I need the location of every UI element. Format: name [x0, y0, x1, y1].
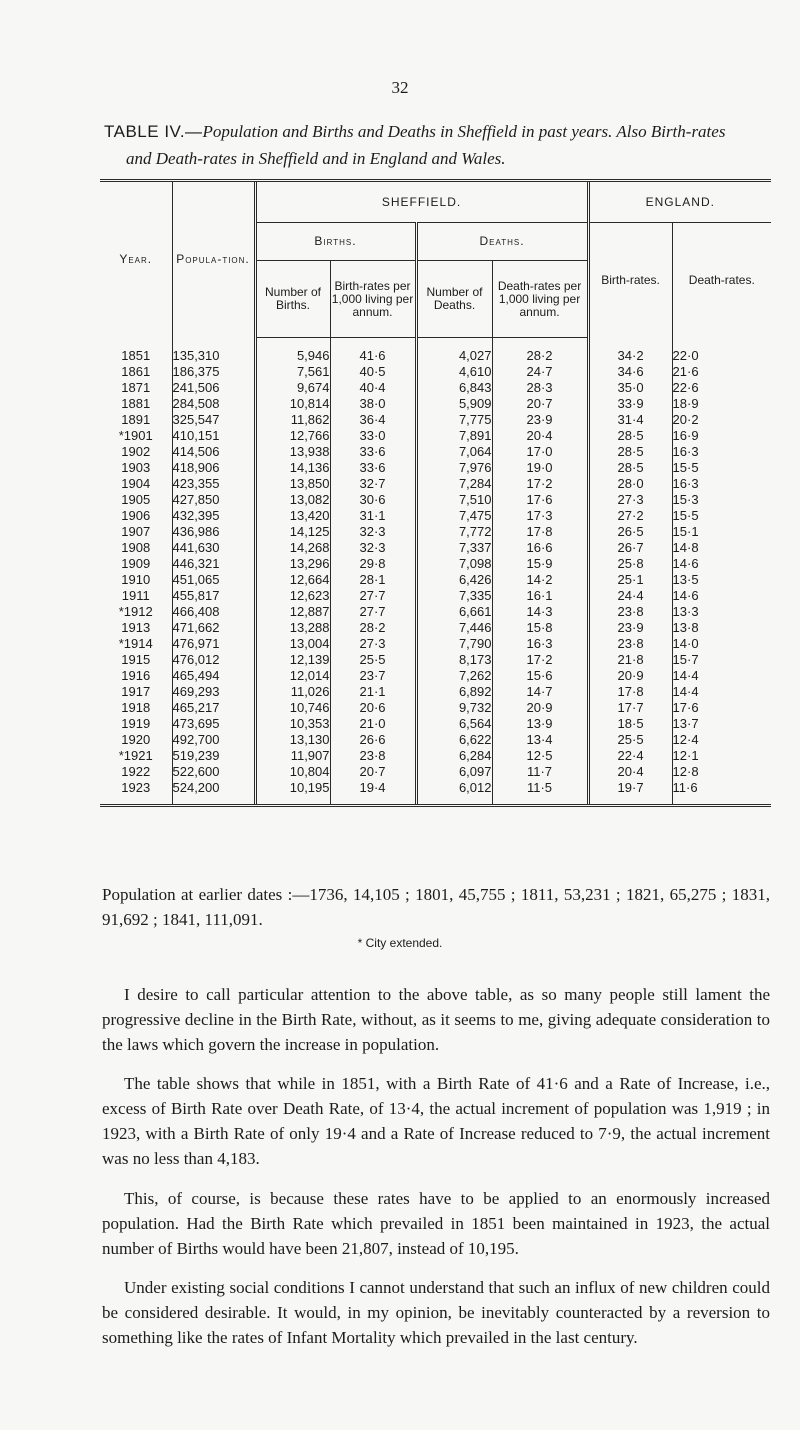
cell-death-rate: 16·6	[492, 540, 588, 556]
cell-england-death-rate: 15·1	[672, 524, 771, 540]
cell-deaths: 7,775	[416, 412, 492, 428]
header-england-death-rates: Death-rates.	[672, 223, 771, 338]
cell-england-birth-rate: 27·2	[588, 508, 672, 524]
cell-population: 436,986	[172, 524, 255, 540]
cell-population: 466,408	[172, 604, 255, 620]
table-body	[100, 338, 771, 806]
cell-birth-rate: 21·1	[330, 684, 416, 700]
table-row	[100, 556, 771, 572]
cell-death-rate: 16·1	[492, 588, 588, 604]
cell-england-birth-rate: 17·8	[588, 684, 672, 700]
cell-death-rate: 17·0	[492, 444, 588, 460]
cell-population: 492,700	[172, 732, 255, 748]
cell-deaths: 6,661	[416, 604, 492, 620]
header-number-of-births: Number of Births.	[255, 261, 330, 338]
cell-birth-rate: 40·5	[330, 364, 416, 380]
cell-birth-rate: 20·7	[330, 764, 416, 780]
cell-england-birth-rate: 25·5	[588, 732, 672, 748]
cell-deaths: 6,097	[416, 764, 492, 780]
paragraph-4: Under existing social conditions I cannot understand that such an influx of new children could be considered desirable. It would, in my opinion, be inevitably counteracted by a reversion to something like the rates of Infant Mortality which prevailed in the last century.	[102, 1278, 770, 1347]
cell-england-death-rate: 14·8	[672, 540, 771, 556]
cell-death-rate: 11·7	[492, 764, 588, 780]
cell-year: 1907	[121, 524, 151, 539]
cell-deaths: 7,337	[416, 540, 492, 556]
cell-deaths: 5,909	[416, 396, 492, 412]
cell-deaths: 4,027	[416, 338, 492, 365]
cell-deaths: 9,732	[416, 700, 492, 716]
table-row	[100, 716, 771, 732]
cell-deaths: 6,892	[416, 684, 492, 700]
cell-births: 14,268	[255, 540, 330, 556]
cell-england-birth-rate: 25·1	[588, 572, 672, 588]
cell-england-death-rate: 18·9	[672, 396, 771, 412]
page-number: 32	[391, 78, 409, 97]
table-row	[100, 492, 771, 508]
table-row	[100, 636, 771, 652]
cell-birth-rate: 36·4	[330, 412, 416, 428]
cell-death-rate: 17·6	[492, 492, 588, 508]
cell-population: 446,321	[172, 556, 255, 572]
cell-england-birth-rate: 17·7	[588, 700, 672, 716]
cell-england-death-rate: 14·4	[672, 668, 771, 684]
cell-population: 427,850	[172, 492, 255, 508]
cell-year: 1923	[100, 780, 172, 806]
table-row	[100, 572, 771, 588]
table-row	[100, 338, 771, 365]
cell-year: 1906	[121, 508, 151, 523]
cell-year: 1871	[121, 380, 151, 395]
cell-england-death-rate: 14·6	[672, 556, 771, 572]
cell-births: 10,814	[255, 396, 330, 412]
cell-england-birth-rate: 25·8	[588, 556, 672, 572]
cell-death-rate: 17·2	[492, 652, 588, 668]
cell-england-death-rate: 14·0	[672, 636, 771, 652]
header-sheffield: SHEFFIELD.	[255, 181, 588, 223]
cell-births: 13,288	[255, 620, 330, 636]
cell-birth-rate: 23·7	[330, 668, 416, 684]
cell-birth-rate: 19·4	[330, 780, 416, 806]
cell-births: 10,353	[255, 716, 330, 732]
cell-population: 186,375	[172, 364, 255, 380]
cell-england-birth-rate: 23·8	[588, 604, 672, 620]
cell-england-birth-rate: 18·5	[588, 716, 672, 732]
cell-birth-rate: 38·0	[330, 396, 416, 412]
cell-year: 1922	[121, 764, 151, 779]
cell-england-death-rate: 16·3	[672, 444, 771, 460]
cell-deaths: 7,284	[416, 476, 492, 492]
table-row	[100, 748, 771, 764]
cell-births: 14,125	[255, 524, 330, 540]
cell-england-death-rate: 13·3	[672, 604, 771, 620]
cell-death-rate: 28·3	[492, 380, 588, 396]
cell-births: 13,850	[255, 476, 330, 492]
cell-deaths: 6,012	[416, 780, 492, 806]
cell-england-death-rate: 20·2	[672, 412, 771, 428]
cell-birth-rate: 28·1	[330, 572, 416, 588]
cell-england-birth-rate: 33·9	[588, 396, 672, 412]
cell-death-rate: 20·9	[492, 700, 588, 716]
cell-england-birth-rate: 20·9	[588, 668, 672, 684]
cell-death-rate: 14·7	[492, 684, 588, 700]
cell-year: 1911	[121, 588, 150, 603]
cell-england-death-rate: 22·6	[672, 380, 771, 396]
cell-births: 12,664	[255, 572, 330, 588]
table-title	[104, 118, 769, 172]
cell-england-birth-rate: 23·9	[588, 620, 672, 636]
cell-year: *1921	[118, 748, 153, 763]
cell-year: 1917	[121, 684, 151, 699]
cell-deaths: 7,446	[416, 620, 492, 636]
cell-birth-rate: 41·6	[330, 338, 416, 365]
cell-deaths: 7,510	[416, 492, 492, 508]
footnote: * City extended.	[357, 936, 443, 950]
cell-birth-rate: 29·8	[330, 556, 416, 572]
cell-death-rate: 15·9	[492, 556, 588, 572]
cell-birth-rate: 40·4	[330, 380, 416, 396]
cell-england-death-rate: 12·8	[672, 764, 771, 780]
cell-births: 5,946	[255, 338, 330, 365]
cell-england-death-rate: 13·5	[672, 572, 771, 588]
cell-deaths: 7,262	[416, 668, 492, 684]
cell-death-rate: 17·3	[492, 508, 588, 524]
cell-births: 13,004	[255, 636, 330, 652]
table-row	[100, 476, 771, 492]
cell-england-death-rate: 16·3	[672, 476, 771, 492]
paragraph-3: This, of course, is because these rates have to be applied to an enormously increased population. Had the Birth Rate which prevailed in 1851 been maintained in 1923, the actual number of Births would have been 21,807, instead of 10,195.	[102, 1189, 770, 1258]
cell-death-rate: 16·3	[492, 636, 588, 652]
cell-england-birth-rate: 26·7	[588, 540, 672, 556]
cell-year: 1861	[121, 364, 151, 379]
population-table	[100, 179, 771, 807]
cell-year: 1851	[121, 347, 151, 363]
cell-births: 12,887	[255, 604, 330, 620]
cell-england-birth-rate: 20·4	[588, 764, 672, 780]
cell-england-birth-rate: 23·8	[588, 636, 672, 652]
cell-births: 11,862	[255, 412, 330, 428]
cell-population: 469,293	[172, 684, 255, 700]
cell-deaths: 7,976	[416, 460, 492, 476]
cell-england-death-rate: 13·8	[672, 620, 771, 636]
cell-births: 11,907	[255, 748, 330, 764]
cell-deaths: 7,790	[416, 636, 492, 652]
cell-england-birth-rate: 21·8	[588, 652, 672, 668]
cell-year: *1912	[118, 604, 153, 619]
table-label: TABLE IV.—	[104, 122, 203, 141]
cell-year: 1909	[121, 556, 151, 571]
cell-england-death-rate: 15·7	[672, 652, 771, 668]
cell-year: 1919	[121, 716, 151, 731]
cell-population: 418,906	[172, 460, 255, 476]
cell-death-rate: 17·2	[492, 476, 588, 492]
table-row	[100, 364, 771, 380]
cell-england-death-rate: 17·6	[672, 700, 771, 716]
cell-death-rate: 14·3	[492, 604, 588, 620]
cell-england-birth-rate: 31·4	[588, 412, 672, 428]
table-row	[100, 380, 771, 396]
cell-births: 13,082	[255, 492, 330, 508]
cell-population: 414,506	[172, 444, 255, 460]
cell-deaths: 6,622	[416, 732, 492, 748]
table-row	[100, 764, 771, 780]
cell-year: 1920	[121, 732, 151, 747]
cell-population: 524,200	[172, 780, 255, 806]
table-row	[100, 412, 771, 428]
cell-births: 10,746	[255, 700, 330, 716]
cell-birth-rate: 30·6	[330, 492, 416, 508]
cell-death-rate: 12·5	[492, 748, 588, 764]
cell-england-death-rate: 12·1	[672, 748, 771, 764]
cell-births: 12,623	[255, 588, 330, 604]
cell-births: 14,136	[255, 460, 330, 476]
cell-england-death-rate: 15·5	[672, 460, 771, 476]
cell-births: 12,139	[255, 652, 330, 668]
cell-deaths: 8,173	[416, 652, 492, 668]
cell-birth-rate: 33·6	[330, 444, 416, 460]
cell-death-rate: 20·7	[492, 396, 588, 412]
cell-death-rate: 17·8	[492, 524, 588, 540]
cell-england-birth-rate: 19·7	[588, 780, 672, 806]
cell-death-rate: 15·8	[492, 620, 588, 636]
cell-deaths: 7,098	[416, 556, 492, 572]
cell-population: 473,695	[172, 716, 255, 732]
table-row	[100, 524, 771, 540]
cell-england-death-rate: 13·7	[672, 716, 771, 732]
cell-population: 432,395	[172, 508, 255, 524]
cell-population: 519,239	[172, 748, 255, 764]
cell-year: *1901	[118, 428, 153, 443]
cell-population: 325,547	[172, 412, 255, 428]
cell-births: 13,420	[255, 508, 330, 524]
cell-births: 12,766	[255, 428, 330, 444]
cell-year: 1905	[121, 492, 151, 507]
cell-england-death-rate: 15·5	[672, 508, 771, 524]
paragraph-1: I desire to call particular attention to the above table, as so many people still lament the progressive decline in the Birth Rate, without, as it seems to me, giving adequate consideration to the laws which govern the increase in population.	[102, 985, 770, 1054]
cell-birth-rate: 21·0	[330, 716, 416, 732]
cell-births: 11,026	[255, 684, 330, 700]
table-row	[100, 540, 771, 556]
cell-england-death-rate: 14·6	[672, 588, 771, 604]
cell-deaths: 6,564	[416, 716, 492, 732]
cell-birth-rate: 32·3	[330, 540, 416, 556]
cell-england-death-rate: 21·6	[672, 364, 771, 380]
header-england-birth-rates: Birth-rates.	[588, 223, 672, 338]
paragraph-2: The table shows that while in 1851, with a Birth Rate of 41·6 and a Rate of Increase, i.e., excess of Birth Rate over Death Rate, of 13·4, the actual increment of population was 1,919 ; in 1923, with a Birth Rate of only 19·4 and a Rate of Increase reduced to 7·9, the actual increment was no less than 4,183.	[102, 1074, 770, 1168]
cell-population: 451,065	[172, 572, 255, 588]
cell-population: 284,508	[172, 396, 255, 412]
cell-birth-rate: 25·5	[330, 652, 416, 668]
cell-population: 465,217	[172, 700, 255, 716]
table-row	[100, 668, 771, 684]
cell-deaths: 7,891	[416, 428, 492, 444]
cell-birth-rate: 26·6	[330, 732, 416, 748]
cell-year: 1891	[121, 412, 151, 427]
cell-births: 10,804	[255, 764, 330, 780]
cell-population: 455,817	[172, 588, 255, 604]
header-death-rates: Death-rates per 1,000 living per annum.	[492, 261, 588, 338]
cell-birth-rate: 27·7	[330, 604, 416, 620]
cell-death-rate: 15·6	[492, 668, 588, 684]
cell-year: 1904	[121, 476, 151, 491]
header-birth-rates: Birth-rates per 1,000 living per annum.	[330, 261, 416, 338]
cell-birth-rate: 27·7	[330, 588, 416, 604]
cell-births: 13,296	[255, 556, 330, 572]
cell-deaths: 4,610	[416, 364, 492, 380]
cell-england-birth-rate: 26·5	[588, 524, 672, 540]
cell-england-birth-rate: 34·2	[588, 338, 672, 365]
cell-death-rate: 13·4	[492, 732, 588, 748]
cell-england-death-rate: 16·9	[672, 428, 771, 444]
cell-death-rate: 24·7	[492, 364, 588, 380]
cell-population: 410,151	[172, 428, 255, 444]
cell-year: 1913	[121, 620, 151, 635]
cell-year: 1916	[121, 668, 151, 683]
cell-population: 241,506	[172, 380, 255, 396]
cell-deaths: 6,284	[416, 748, 492, 764]
title-line-1: Population and Births and Deaths in Sheffield in past years. Also Birth-rates	[202, 122, 726, 141]
cell-england-death-rate: 22·0	[672, 338, 771, 365]
cell-population: 441,630	[172, 540, 255, 556]
cell-population: 135,310	[172, 338, 255, 365]
cell-deaths: 7,475	[416, 508, 492, 524]
cell-england-birth-rate: 34·6	[588, 364, 672, 380]
table-row	[100, 620, 771, 636]
header-deaths: Deaths.	[416, 223, 588, 261]
cell-births: 13,938	[255, 444, 330, 460]
cell-births: 7,561	[255, 364, 330, 380]
header-year: Year.	[100, 181, 172, 338]
table-row	[100, 652, 771, 668]
cell-england-death-rate: 12·4	[672, 732, 771, 748]
cell-death-rate: 14·2	[492, 572, 588, 588]
cell-death-rate: 28·2	[492, 338, 588, 365]
table-row	[100, 588, 771, 604]
table-row	[100, 732, 771, 748]
table-row	[100, 428, 771, 444]
cell-england-birth-rate: 28·5	[588, 460, 672, 476]
cell-year: 1902	[121, 444, 151, 459]
earlier-population-note: Population at earlier dates :—1736, 14,105 ; 1801, 45,755 ; 1811, 53,231 ; 1821, 65,275 ; 1831, 91,692 ; 1841, 111,091.	[102, 885, 770, 929]
cell-deaths: 7,335	[416, 588, 492, 604]
cell-population: 522,600	[172, 764, 255, 780]
cell-population: 465,494	[172, 668, 255, 684]
cell-population: 476,971	[172, 636, 255, 652]
header-number-of-deaths: Number of Deaths.	[416, 261, 492, 338]
cell-year: *1914	[118, 636, 153, 651]
cell-year: 1881	[121, 396, 151, 411]
cell-deaths: 6,426	[416, 572, 492, 588]
cell-death-rate: 11·5	[492, 780, 588, 806]
cell-birth-rate: 23·8	[330, 748, 416, 764]
cell-population: 423,355	[172, 476, 255, 492]
table-row	[100, 508, 771, 524]
cell-birth-rate: 28·2	[330, 620, 416, 636]
cell-deaths: 7,064	[416, 444, 492, 460]
cell-population: 476,012	[172, 652, 255, 668]
cell-england-birth-rate: 27·3	[588, 492, 672, 508]
cell-year: 1915	[121, 652, 151, 667]
header-births: Births.	[255, 223, 416, 261]
cell-birth-rate: 31·1	[330, 508, 416, 524]
cell-birth-rate: 27·3	[330, 636, 416, 652]
header-england: ENGLAND.	[588, 181, 771, 223]
table-row	[100, 780, 771, 806]
table-row	[100, 604, 771, 620]
cell-birth-rate: 33·0	[330, 428, 416, 444]
cell-births: 10,195	[255, 780, 330, 806]
cell-year: 1918	[121, 700, 151, 715]
cell-death-rate: 13·9	[492, 716, 588, 732]
cell-birth-rate: 33·6	[330, 460, 416, 476]
cell-england-birth-rate: 22·4	[588, 748, 672, 764]
cell-death-rate: 19·0	[492, 460, 588, 476]
cell-england-death-rate: 14·4	[672, 684, 771, 700]
table-row	[100, 460, 771, 476]
cell-birth-rate: 32·7	[330, 476, 416, 492]
cell-england-birth-rate: 35·0	[588, 380, 672, 396]
cell-england-birth-rate: 28·5	[588, 428, 672, 444]
title-line-2: and Death-rates in Sheffield and in England and Wales.	[126, 149, 506, 168]
cell-births: 9,674	[255, 380, 330, 396]
table-row	[100, 396, 771, 412]
table-row	[100, 444, 771, 460]
cell-birth-rate: 20·6	[330, 700, 416, 716]
cell-deaths: 6,843	[416, 380, 492, 396]
cell-population: 471,662	[172, 620, 255, 636]
cell-death-rate: 23·9	[492, 412, 588, 428]
cell-england-birth-rate: 28·5	[588, 444, 672, 460]
cell-england-birth-rate: 28·0	[588, 476, 672, 492]
header-population: Popula-tion.	[172, 181, 255, 338]
cell-england-birth-rate: 24·4	[588, 588, 672, 604]
cell-births: 12,014	[255, 668, 330, 684]
cell-death-rate: 20·4	[492, 428, 588, 444]
cell-year: 1903	[121, 460, 151, 475]
cell-england-death-rate: 11·6	[672, 780, 771, 806]
cell-birth-rate: 32·3	[330, 524, 416, 540]
cell-deaths: 7,772	[416, 524, 492, 540]
cell-england-death-rate: 15·3	[672, 492, 771, 508]
table-row	[100, 684, 771, 700]
cell-year: 1908	[121, 540, 151, 555]
cell-births: 13,130	[255, 732, 330, 748]
cell-year: 1910	[121, 572, 151, 587]
table-row	[100, 700, 771, 716]
